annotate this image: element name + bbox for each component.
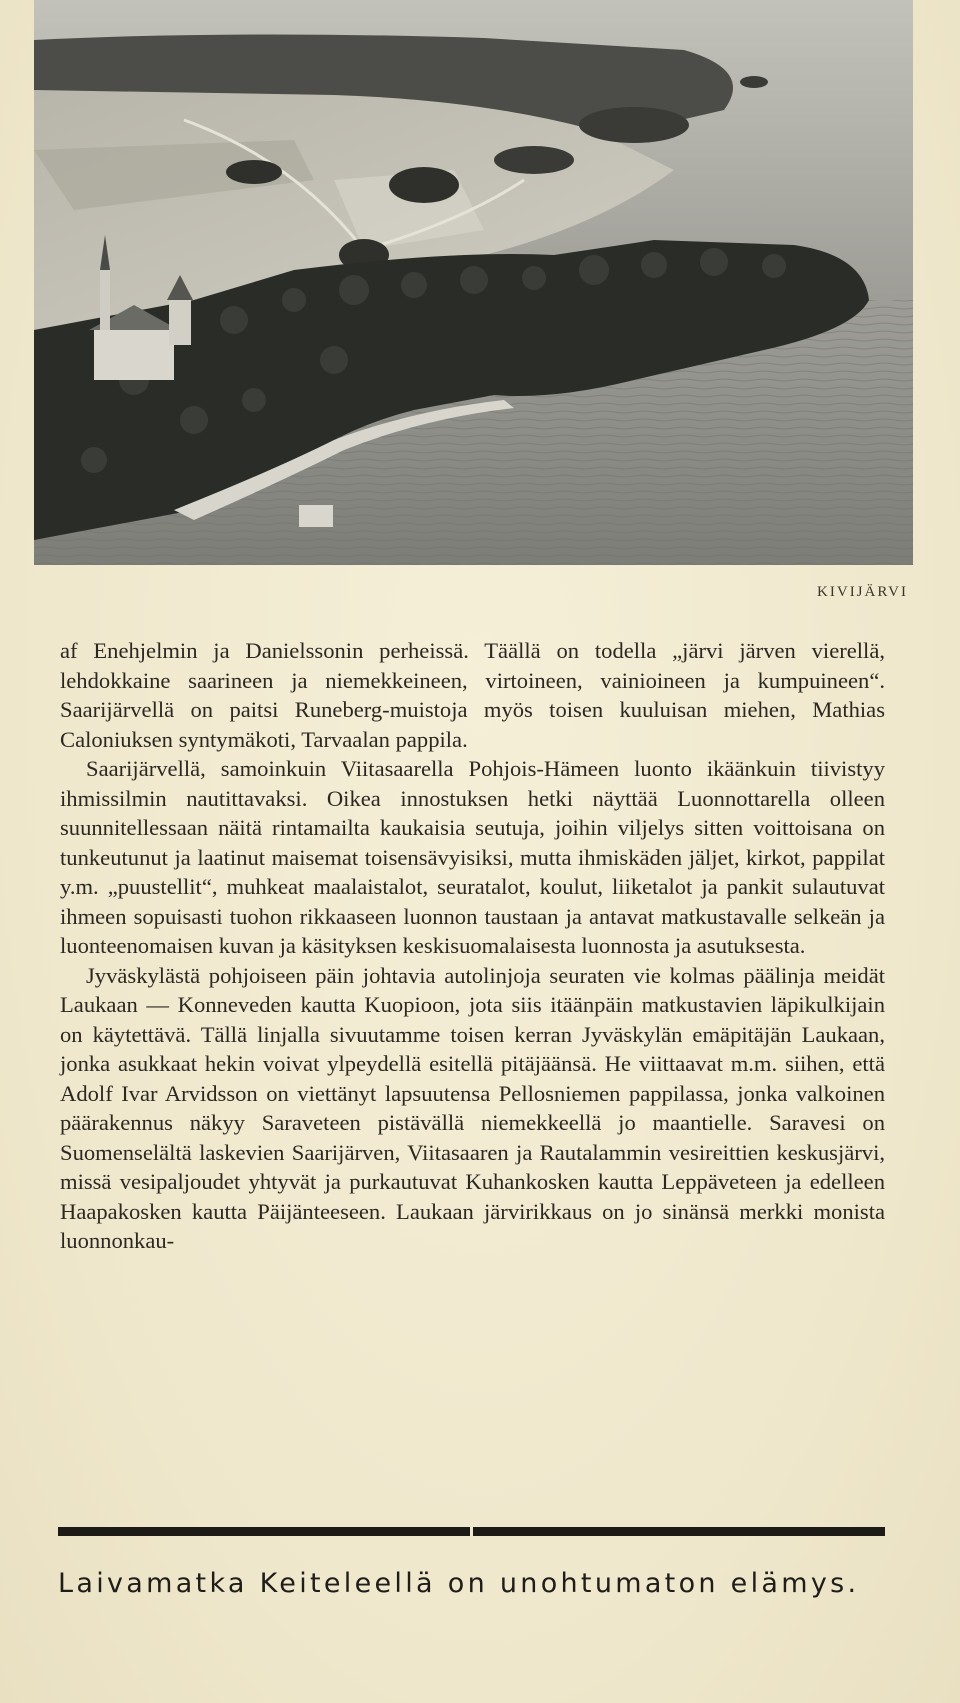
paragraph-1: af Enehjelmin ja Danielssonin perheissä. Täällä on todella „järvi järven vierellä, lehdokkaine saarineen ja niemekkeineen, virtoineen, vainioineen ja kumpuineen“. Saarijärvellä on paitsi Runeberg-muistoja myös toisen kuuluisan miehen, Mathias Caloniuksen syntymäkoti, Tarvaalan pappila. xyxy=(60,638,885,752)
rule-gap xyxy=(470,1527,473,1536)
article-body xyxy=(60,636,885,1256)
photo-illustration xyxy=(34,0,913,565)
boathouse-icon xyxy=(299,505,333,527)
double-rule-divider xyxy=(58,1527,885,1536)
paragraph-3: Jyväskylästä pohjoiseen päin johtavia autolinjoja seuraten vie kolmas päälinja meidät Laukaan — Konneveden kautta Kuopioon, jota siis itäänpäin matkustavien läpikulkijain on käytettävä. Tällä linjalla sivuutamme toisen kerran Jyväskylän emäpitäjän Laukaan, jonka asukkaat hekin voivat ylpeydellä esitellä pitäjäänsä. He viittaavat m.m. siihen, että Adolf Ivar Arvidsson on viettänyt lapsuutensa Pellosniemen pappilassa, jonka valkoinen päärakennus näkyy Saraveteen pistävällä niemekkeellä jo maantielle. Saravesi on Suomenselältä laskevien Saarijärven, Viitasaaren ja Rautalammin vesireittien keskusjärvi, missä vesipaljoudet yhtyvät ja purkautuvat Kuhankosken kautta Leppäveteen ja edelleen Haapakosken kautta Päijänteeseen. Laukaan järvirikkaus on jo sinänsä merkki monista luonnonkau- xyxy=(60,962,885,1253)
tagline: Laivamatka Keiteleellä on unohtumaton elämys. xyxy=(58,1568,860,1599)
photo-caption: KIVIJÄRVI xyxy=(817,584,908,600)
paragraph-2: Saarijärvellä, samoinkuin Viitasaarella Pohjois-Hämeen luonto ikäänkuin tiivistyy ihmissilmin nautittavaksi. Oikea innostuksen hetki näyttää Luonnottarella olleen suunnitellessaan näitä rintamailta kaukaisia seutuja, joihin viljelys sitten voittoisana on tunkeutunut ja laatinut maisemat toisensävyisiksi, mutta ihmiskäden jäljet, kirkot, pappilat y.m. „puustellit“, muhkeat maalaistalot, seuratalot, koulut, liiketalot ja pankit sulautuvat ihmeen sopuisasti tuohon rikkaaseen luonnon taustaan ja antavat matkustavalle selkeän ja luonteenomaisen kuvan ja käsityksen keskisuomalaisesta luonnosta ja asutuksesta. xyxy=(60,756,885,958)
aerial-lake-village-photo xyxy=(34,0,913,565)
